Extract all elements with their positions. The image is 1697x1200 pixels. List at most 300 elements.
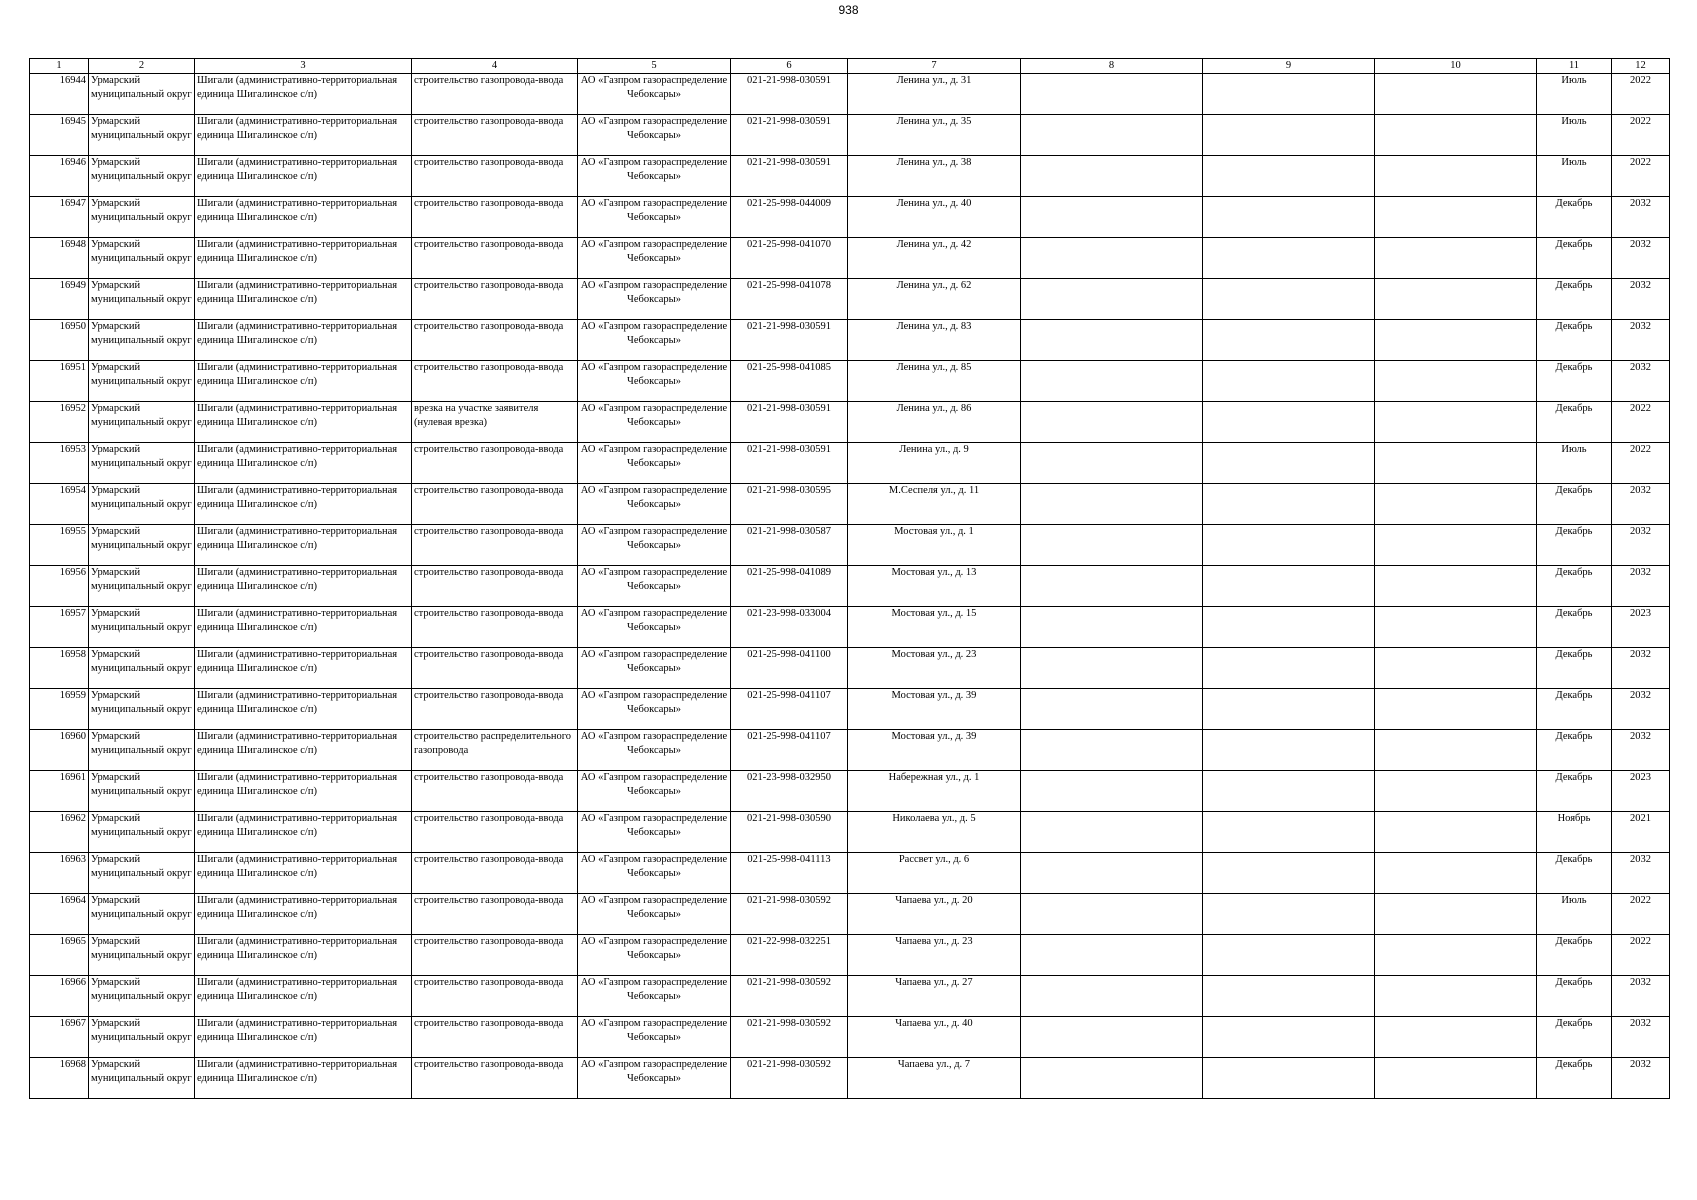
cell-col-10 <box>1375 607 1537 648</box>
cell-year <box>1612 74 1670 115</box>
cell-application-code-text: 021-23-998-033004 <box>747 608 831 619</box>
cell-address-text: Мостовая ул., д. 1 <box>894 526 974 537</box>
cell-col-9-text <box>1205 894 1372 934</box>
cell-address-text: Николаева ул., д. 5 <box>892 813 976 824</box>
cell-year <box>1612 443 1670 484</box>
cell-record-number-text: 16947 <box>59 198 86 209</box>
cell-col-8 <box>1021 197 1203 238</box>
column-header: 3 <box>195 59 412 74</box>
cell-col-9 <box>1203 1058 1375 1099</box>
cell-record-number-text: 16961 <box>59 772 86 783</box>
cell-organization <box>578 812 731 853</box>
cell-organization <box>578 156 731 197</box>
cell-application-code <box>731 1017 848 1058</box>
cell-col-8 <box>1021 730 1203 771</box>
cell-col-9-text <box>1205 279 1372 319</box>
column-header: 5 <box>578 59 731 74</box>
cell-organization-text: АО «Газпром газораспределение Чебоксары» <box>580 362 728 387</box>
cell-col-10 <box>1375 935 1537 976</box>
cell-application-code <box>731 976 848 1017</box>
cell-year <box>1612 402 1670 443</box>
cell-year <box>1612 115 1670 156</box>
cell-col-9 <box>1203 607 1375 648</box>
cell-year <box>1612 320 1670 361</box>
cell-record-number <box>30 976 89 1017</box>
cell-locality <box>195 74 412 115</box>
cell-organization <box>578 853 731 894</box>
table-row <box>30 402 1670 443</box>
table-row <box>30 894 1670 935</box>
cell-month <box>1537 566 1612 607</box>
cell-application-code-text: 021-22-998-032251 <box>747 936 831 947</box>
cell-work-type <box>412 771 578 812</box>
cell-year-text: 2032 <box>1630 1059 1651 1070</box>
cell-month-text: Июль <box>1561 116 1587 127</box>
cell-work-type-text: строительство газопровода-ввода <box>414 485 564 496</box>
cell-application-code <box>731 361 848 402</box>
cell-work-type <box>412 566 578 607</box>
cell-year <box>1612 853 1670 894</box>
cell-organization-text: АО «Газпром газораспределение Чебоксары» <box>580 772 728 797</box>
cell-work-type-text: строительство газопровода-ввода <box>414 813 564 824</box>
cell-application-code-text: 021-25-998-041100 <box>747 649 831 660</box>
cell-month <box>1537 607 1612 648</box>
cell-address <box>848 894 1021 935</box>
cell-record-number-text: 16955 <box>59 526 86 537</box>
cell-col-8 <box>1021 402 1203 443</box>
cell-application-code <box>731 1058 848 1099</box>
cell-organization <box>578 566 731 607</box>
cell-col-8-text <box>1023 935 1200 975</box>
cell-record-number-text: 16960 <box>59 731 86 742</box>
cell-col-10 <box>1375 115 1537 156</box>
cell-col-10 <box>1375 156 1537 197</box>
cell-work-type <box>412 443 578 484</box>
cell-col-10-text <box>1377 74 1534 114</box>
cell-year <box>1612 771 1670 812</box>
cell-col-10-text <box>1377 1017 1534 1057</box>
cell-record-number-text: 16964 <box>59 895 86 906</box>
cell-col-8-text <box>1023 566 1200 606</box>
cell-district <box>89 443 195 484</box>
cell-work-type <box>412 238 578 279</box>
cell-col-9-text <box>1205 976 1372 1016</box>
cell-col-10-text <box>1377 1058 1534 1098</box>
cell-organization-text: АО «Газпром газораспределение Чебоксары» <box>580 690 728 715</box>
cell-address <box>848 566 1021 607</box>
cell-work-type-text: строительство газопровода-ввода <box>414 977 564 988</box>
cell-organization <box>578 115 731 156</box>
cell-year <box>1612 566 1670 607</box>
table-row <box>30 1058 1670 1099</box>
page-number: 938 <box>838 3 859 17</box>
cell-month-text: Декабрь <box>1555 854 1593 865</box>
cell-year <box>1612 197 1670 238</box>
cell-application-code-text: 021-21-998-030591 <box>747 444 831 455</box>
cell-locality <box>195 853 412 894</box>
cell-work-type-text: строительство газопровода-ввода <box>414 526 564 537</box>
cell-district <box>89 566 195 607</box>
cell-year-text: 2022 <box>1630 75 1651 86</box>
cell-col-9 <box>1203 156 1375 197</box>
cell-work-type <box>412 648 578 689</box>
cell-locality <box>195 484 412 525</box>
cell-address-text: Ленина ул., д. 9 <box>899 444 969 455</box>
cell-col-8 <box>1021 689 1203 730</box>
cell-month <box>1537 935 1612 976</box>
cell-record-number-text: 16946 <box>59 157 86 168</box>
cell-col-10-text <box>1377 689 1534 729</box>
cell-application-code <box>731 689 848 730</box>
cell-col-10 <box>1375 894 1537 935</box>
cell-col-8 <box>1021 525 1203 566</box>
cell-col-9-text <box>1205 238 1372 278</box>
cell-application-code <box>731 812 848 853</box>
column-header: 2 <box>89 59 195 74</box>
cell-col-9-text <box>1205 320 1372 360</box>
cell-work-type <box>412 402 578 443</box>
cell-district-text: Урмарский муниципальный округ <box>91 198 192 223</box>
cell-organization-text: АО «Газпром газораспределение Чебоксары» <box>580 731 728 756</box>
cell-work-type-text: строительство газопровода-ввода <box>414 608 564 619</box>
cell-col-10 <box>1375 812 1537 853</box>
cell-organization-text: АО «Газпром газораспределение Чебоксары» <box>580 157 728 182</box>
cell-locality <box>195 525 412 566</box>
cell-year <box>1612 730 1670 771</box>
table-row <box>30 771 1670 812</box>
cell-district-text: Урмарский муниципальный округ <box>91 895 192 920</box>
cell-col-9-text <box>1205 197 1372 237</box>
cell-year-text: 2032 <box>1630 198 1651 209</box>
cell-work-type-text: строительство газопровода-ввода <box>414 362 564 373</box>
cell-organization-text: АО «Газпром газораспределение Чебоксары» <box>580 485 728 510</box>
table-row <box>30 648 1670 689</box>
cell-address-text: Рассвет ул., д. 6 <box>898 854 970 865</box>
cell-record-number-text: 16948 <box>59 239 86 250</box>
cell-district-text: Урмарский муниципальный округ <box>91 280 192 305</box>
cell-col-10-text <box>1377 443 1534 483</box>
cell-col-10-text <box>1377 894 1534 934</box>
cell-district <box>89 730 195 771</box>
cell-col-8-text <box>1023 771 1200 811</box>
cell-locality <box>195 771 412 812</box>
cell-col-8 <box>1021 771 1203 812</box>
cell-application-code <box>731 443 848 484</box>
cell-year-text: 2022 <box>1630 116 1651 127</box>
cell-locality <box>195 361 412 402</box>
cell-col-9-text <box>1205 812 1372 852</box>
cell-col-10 <box>1375 1017 1537 1058</box>
cell-record-number <box>30 320 89 361</box>
table-row <box>30 566 1670 607</box>
cell-application-code <box>731 74 848 115</box>
cell-organization-text: АО «Газпром газораспределение Чебоксары» <box>580 895 728 920</box>
cell-district-text: Урмарский муниципальный округ <box>91 731 192 756</box>
cell-locality-text: Шигали (административно-территориальная единица Шигалинское с/п) <box>197 936 398 961</box>
cell-work-type-text: строительство газопровода-ввода <box>414 690 564 701</box>
cell-year-text: 2032 <box>1630 280 1651 291</box>
cell-application-code <box>731 279 848 320</box>
cell-record-number <box>30 607 89 648</box>
table-row <box>30 74 1670 115</box>
cell-application-code-text: 021-21-998-030592 <box>747 977 831 988</box>
cell-record-number <box>30 279 89 320</box>
cell-organization-text: АО «Газпром газораспределение Чебоксары» <box>580 75 728 100</box>
cell-district-text: Урмарский муниципальный округ <box>91 444 192 469</box>
cell-organization-text: АО «Газпром газораспределение Чебоксары» <box>580 813 728 838</box>
cell-col-8 <box>1021 156 1203 197</box>
cell-col-10-text <box>1377 853 1534 893</box>
cell-record-number-text: 16956 <box>59 567 86 578</box>
cell-year-text: 2022 <box>1630 936 1651 947</box>
cell-address-text: Ленина ул., д. 83 <box>896 321 972 332</box>
cell-year <box>1612 484 1670 525</box>
cell-work-type-text: строительство газопровода-ввода <box>414 854 564 865</box>
table-row <box>30 443 1670 484</box>
cell-work-type <box>412 156 578 197</box>
column-header: 12 <box>1612 59 1670 74</box>
cell-locality-text: Шигали (административно-территориальная единица Шигалинское с/п) <box>197 239 398 264</box>
cell-locality <box>195 279 412 320</box>
cell-application-code <box>731 894 848 935</box>
cell-month <box>1537 279 1612 320</box>
cell-col-8-text <box>1023 279 1200 319</box>
cell-address <box>848 648 1021 689</box>
cell-locality-text: Шигали (административно-территориальная единица Шигалинское с/п) <box>197 567 398 592</box>
cell-month <box>1537 1017 1612 1058</box>
cell-application-code-text: 021-25-998-041078 <box>747 280 831 291</box>
cell-month <box>1537 853 1612 894</box>
cell-year <box>1612 935 1670 976</box>
table-body <box>30 74 1670 1099</box>
cell-district <box>89 607 195 648</box>
cell-locality <box>195 566 412 607</box>
cell-application-code-text: 021-21-998-030591 <box>747 403 831 414</box>
cell-application-code <box>731 197 848 238</box>
cell-col-8-text <box>1023 320 1200 360</box>
cell-address-text: Чапаева ул., д. 7 <box>897 1059 971 1070</box>
cell-col-8 <box>1021 115 1203 156</box>
cell-record-number <box>30 402 89 443</box>
cell-address <box>848 238 1021 279</box>
cell-year-text: 2032 <box>1630 362 1651 373</box>
cell-record-number-text: 16968 <box>59 1059 86 1070</box>
cell-year-text: 2032 <box>1630 526 1651 537</box>
cell-work-type-text: строительство газопровода-ввода <box>414 239 564 250</box>
cell-district-text: Урмарский муниципальный округ <box>91 690 192 715</box>
cell-year <box>1612 361 1670 402</box>
table-row <box>30 976 1670 1017</box>
cell-address <box>848 689 1021 730</box>
cell-col-8 <box>1021 484 1203 525</box>
cell-year <box>1612 1017 1670 1058</box>
cell-col-9 <box>1203 853 1375 894</box>
cell-district <box>89 115 195 156</box>
cell-organization-text: АО «Газпром газораспределение Чебоксары» <box>580 403 728 428</box>
cell-month <box>1537 730 1612 771</box>
cell-record-number <box>30 525 89 566</box>
cell-year-text: 2032 <box>1630 485 1651 496</box>
cell-year <box>1612 894 1670 935</box>
cell-address <box>848 115 1021 156</box>
table-row <box>30 361 1670 402</box>
cell-record-number-text: 16967 <box>59 1018 86 1029</box>
column-header: 7 <box>848 59 1021 74</box>
cell-year <box>1612 525 1670 566</box>
cell-locality <box>195 648 412 689</box>
cell-organization <box>578 689 731 730</box>
cell-month <box>1537 115 1612 156</box>
cell-col-8-text <box>1023 361 1200 401</box>
cell-organization <box>578 976 731 1017</box>
cell-application-code-text: 021-25-998-044009 <box>747 198 831 209</box>
cell-col-8 <box>1021 443 1203 484</box>
cell-month-text: Июль <box>1561 895 1587 906</box>
cell-organization <box>578 1017 731 1058</box>
cell-district-text: Урмарский муниципальный округ <box>91 362 192 387</box>
table-row <box>30 197 1670 238</box>
cell-month <box>1537 238 1612 279</box>
cell-application-code-text: 021-21-998-030591 <box>747 321 831 332</box>
table-row <box>30 484 1670 525</box>
cell-organization <box>578 607 731 648</box>
cell-work-type <box>412 361 578 402</box>
cell-application-code-text: 021-21-998-030590 <box>747 813 831 824</box>
cell-col-8 <box>1021 894 1203 935</box>
cell-col-9-text <box>1205 648 1372 688</box>
cell-application-code-text: 021-25-998-041107 <box>747 690 831 701</box>
cell-organization-text: АО «Газпром газораспределение Чебоксары» <box>580 116 728 141</box>
cell-work-type <box>412 730 578 771</box>
cell-application-code <box>731 402 848 443</box>
cell-col-8-text <box>1023 1017 1200 1057</box>
cell-district <box>89 853 195 894</box>
cell-application-code-text: 021-21-998-030595 <box>747 485 831 496</box>
cell-address-text: Чапаева ул., д. 20 <box>895 895 973 906</box>
cell-address-text: М.Сеспеля ул., д. 11 <box>888 485 980 496</box>
column-header: 11 <box>1537 59 1612 74</box>
cell-district-text: Урмарский муниципальный округ <box>91 1018 192 1043</box>
column-header: 1 <box>30 59 89 74</box>
cell-district <box>89 279 195 320</box>
cell-month-text: Декабрь <box>1555 321 1593 332</box>
cell-district <box>89 238 195 279</box>
cell-col-9-text <box>1205 771 1372 811</box>
cell-col-9-text <box>1205 443 1372 483</box>
table-row <box>30 607 1670 648</box>
cell-address <box>848 976 1021 1017</box>
cell-address <box>848 320 1021 361</box>
cell-col-9 <box>1203 648 1375 689</box>
table-row <box>30 935 1670 976</box>
cell-record-number <box>30 156 89 197</box>
cell-year-text: 2022 <box>1630 444 1651 455</box>
cell-month-text: Декабрь <box>1555 526 1593 537</box>
cell-col-10 <box>1375 648 1537 689</box>
cell-col-9 <box>1203 894 1375 935</box>
cell-col-10 <box>1375 1058 1537 1099</box>
cell-work-type-text: строительство газопровода-ввода <box>414 936 564 947</box>
cell-district <box>89 894 195 935</box>
cell-locality-text: Шигали (административно-территориальная единица Шигалинское с/п) <box>197 116 398 141</box>
table-row <box>30 812 1670 853</box>
cell-col-10 <box>1375 402 1537 443</box>
cell-locality-text: Шигали (административно-территориальная единица Шигалинское с/п) <box>197 485 398 510</box>
cell-district-text: Урмарский муниципальный округ <box>91 321 192 346</box>
cell-address-text: Ленина ул., д. 42 <box>896 239 972 250</box>
cell-organization-text: АО «Газпром газораспределение Чебоксары» <box>580 936 728 961</box>
column-header: 10 <box>1375 59 1537 74</box>
cell-district <box>89 320 195 361</box>
cell-col-9 <box>1203 484 1375 525</box>
cell-locality-text: Шигали (административно-территориальная единица Шигалинское с/п) <box>197 157 398 182</box>
cell-district-text: Урмарский муниципальный округ <box>91 567 192 592</box>
cell-year-text: 2032 <box>1630 690 1651 701</box>
cell-col-9 <box>1203 402 1375 443</box>
cell-organization <box>578 361 731 402</box>
cell-col-9 <box>1203 197 1375 238</box>
cell-col-9-text <box>1205 1017 1372 1057</box>
cell-col-10-text <box>1377 976 1534 1016</box>
cell-record-number-text: 16954 <box>59 485 86 496</box>
cell-locality-text: Шигали (административно-территориальная единица Шигалинское с/п) <box>197 1059 398 1084</box>
cell-month-text: Декабрь <box>1555 198 1593 209</box>
cell-col-8 <box>1021 74 1203 115</box>
cell-locality <box>195 1017 412 1058</box>
cell-month-text: Ноябрь <box>1557 813 1591 824</box>
cell-locality <box>195 197 412 238</box>
cell-locality-text: Шигали (административно-территориальная единица Шигалинское с/п) <box>197 75 398 100</box>
cell-address <box>848 853 1021 894</box>
cell-application-code-text: 021-25-998-041085 <box>747 362 831 373</box>
cell-organization <box>578 648 731 689</box>
cell-address-text: Набережная ул., д. 1 <box>888 772 980 783</box>
cell-work-type <box>412 74 578 115</box>
cell-year-text: 2022 <box>1630 403 1651 414</box>
cell-col-8-text <box>1023 238 1200 278</box>
cell-address-text: Чапаева ул., д. 27 <box>895 977 973 988</box>
cell-col-9-text <box>1205 525 1372 565</box>
cell-col-9 <box>1203 279 1375 320</box>
cell-district-text: Урмарский муниципальный округ <box>91 485 192 510</box>
cell-col-8-text <box>1023 976 1200 1016</box>
table-row <box>30 730 1670 771</box>
cell-month-text: Декабрь <box>1555 690 1593 701</box>
cell-address <box>848 197 1021 238</box>
cell-record-number <box>30 730 89 771</box>
cell-organization-text: АО «Газпром газораспределение Чебоксары» <box>580 649 728 674</box>
cell-month <box>1537 771 1612 812</box>
cell-record-number <box>30 443 89 484</box>
cell-col-10-text <box>1377 484 1534 524</box>
cell-application-code <box>731 484 848 525</box>
cell-record-number-text: 16950 <box>59 321 86 332</box>
cell-record-number <box>30 771 89 812</box>
cell-month-text: Июль <box>1561 444 1587 455</box>
cell-application-code-text: 021-25-998-041107 <box>747 731 831 742</box>
cell-col-8 <box>1021 935 1203 976</box>
cell-work-type-text: строительство газопровода-ввода <box>414 772 564 783</box>
cell-record-number <box>30 74 89 115</box>
cell-district-text: Урмарский муниципальный округ <box>91 1059 192 1084</box>
cell-col-9 <box>1203 238 1375 279</box>
cell-district-text: Урмарский муниципальный округ <box>91 772 192 797</box>
cell-record-number <box>30 115 89 156</box>
cell-col-10-text <box>1377 607 1534 647</box>
cell-address-text: Ленина ул., д. 35 <box>896 116 972 127</box>
cell-district-text: Урмарский муниципальный округ <box>91 403 192 428</box>
cell-locality-text: Шигали (административно-территориальная единица Шигалинское с/п) <box>197 977 398 1002</box>
